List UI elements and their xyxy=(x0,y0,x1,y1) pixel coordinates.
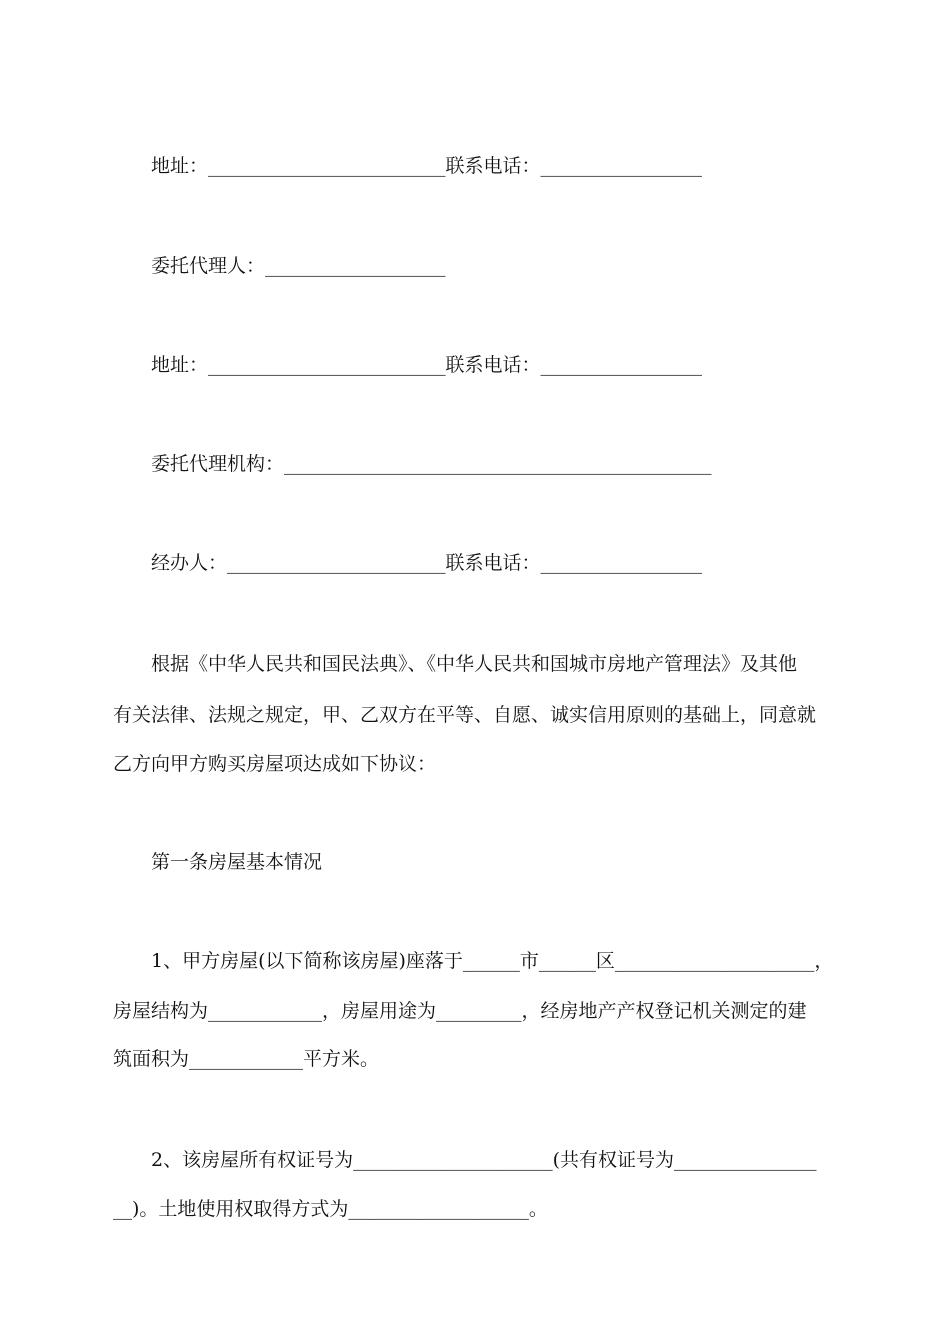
clause-2-line-2: __)。土地使用权取得方式为___________________。 xyxy=(113,1198,548,1220)
article-1-heading: 第一条房屋基本情况 xyxy=(151,851,323,873)
clause-1-line-2: 房屋结构为____________，房屋用途为_________，经房地产产权登记机关测定的建 xyxy=(113,1000,807,1022)
agency-line: 委托代理机构：_____________________________________________ xyxy=(151,453,712,475)
clause-1-line-1: 1、甲方房屋(以下简称该房屋)座落于______市______区_____________________， xyxy=(151,950,834,972)
seller-address-phone-line: 地址：_________________________联系电话：_________________ xyxy=(151,155,703,177)
intro-paragraph-line-1: 根据《中华人民共和国民法典》、《中华人民共和国城市房地产管理法》及其他 xyxy=(151,653,798,675)
intro-paragraph-line-3: 乙方向甲方购买房屋项达成如下协议： xyxy=(113,753,437,775)
clause-2-line-1: 2、该房屋所有权证号为_____________________(共有权证号为_______________ xyxy=(151,1149,817,1171)
agent-address-phone-line: 地址：_________________________联系电话：_________________ xyxy=(151,354,703,376)
clause-1-line-3: 筑面积为____________平方米。 xyxy=(113,1048,380,1070)
intro-paragraph-line-2: 有关法律、法规之规定，甲、乙双方在平等、自愿、诚实信用原则的基础上，同意就 xyxy=(113,704,817,726)
agent-line: 委托代理人：___________________ xyxy=(151,255,446,277)
handler-phone-line: 经办人：_______________________联系电话：_________________ xyxy=(151,552,703,574)
